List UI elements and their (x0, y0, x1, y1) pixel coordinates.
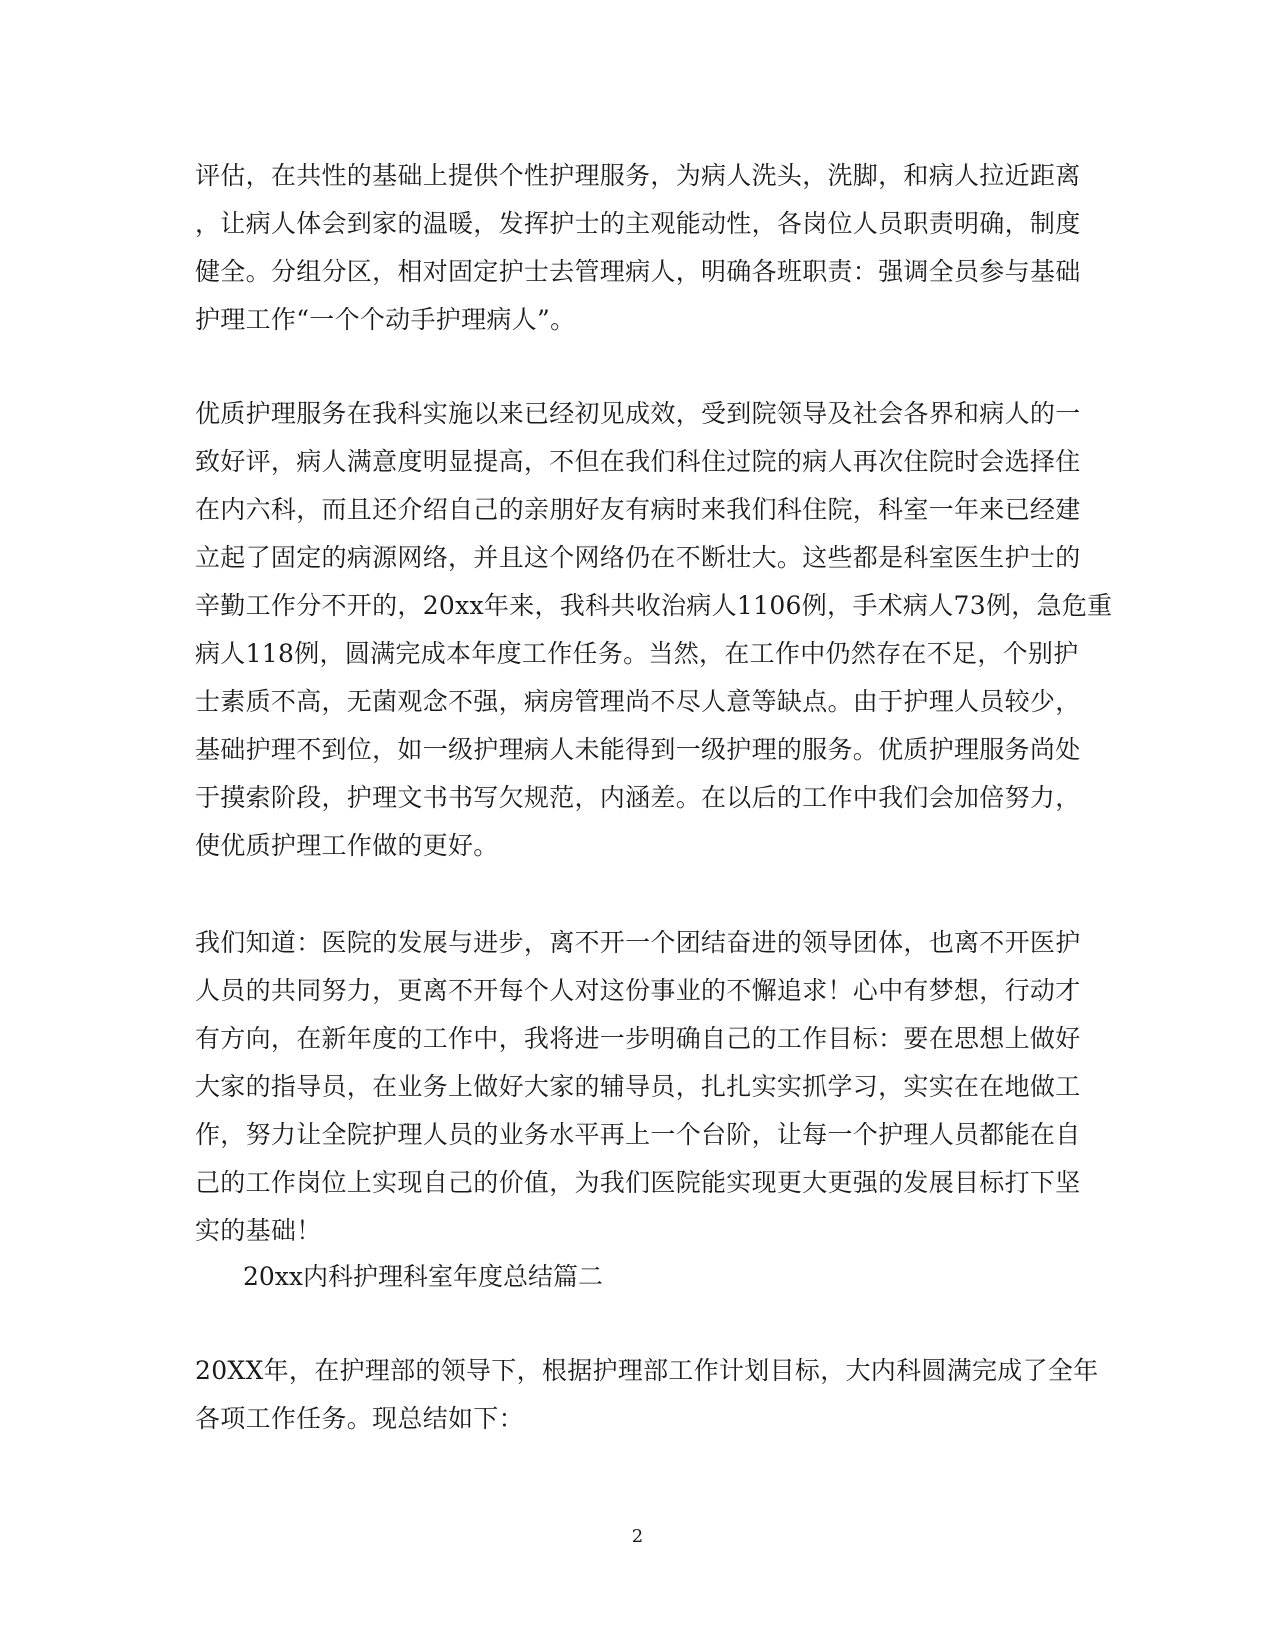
section-heading: 20xx内科护理科室年度总结篇二 (243, 1262, 604, 1291)
paragraph-3-line-5: 作，努力让全院护理人员的业务水平再上一个台阶，让每一个护理人员都能在自 (195, 1120, 1081, 1149)
paragraph-3-line-2: 人员的共同努力，更离不开每个人对这份事业的不懈追求！心中有梦想，行动才 (195, 976, 1081, 1005)
paragraph-1-line-3: 健全。分组分区，相对固定护士去管理病人，明确各班职责：强调全员参与基础 (195, 257, 1081, 286)
paragraph-2-line-1: 优质护理服务在我科实施以来已经初见成效，受到院领导及社会各界和病人的一 (195, 399, 1081, 428)
paragraph-2-line-6: 病人118例，圆满完成本年度工作任务。当然，在工作中仍然存在不足，个别护 (195, 639, 1079, 668)
paragraph-3-line-7: 实的基础！ (195, 1216, 322, 1245)
paragraph-2-line-10: 使优质护理工作做的更好。 (195, 831, 499, 860)
paragraph-1-line-4: 护理工作“一个个动手护理病人”。 (195, 305, 576, 334)
paragraph-2-line-7: 士素质不高，无菌观念不强，病房管理尚不尽人意等缺点。由于护理人员较少， (195, 687, 1081, 716)
paragraph-2-line-3: 在内六科，而且还介绍自己的亲朋好友有病时来我们科住院，科室一年来已经建 (195, 495, 1081, 524)
paragraph-1-line-1: 评估，在共性的基础上提供个性护理服务，为病人洗头，洗脚，和病人拉近距离 (195, 161, 1081, 190)
paragraph-3-line-1: 我们知道：医院的发展与进步，离不开一个团结奋进的领导团体，也离不开医护 (195, 928, 1081, 957)
paragraph-2-line-9: 于摸索阶段，护理文书书写欠规范，内涵差。在以后的工作中我们会加倍努力， (195, 783, 1081, 812)
paragraph-2-line-4: 立起了固定的病源网络，并且这个网络仍在不断壮大。这些都是科室医生护士的 (195, 543, 1081, 572)
paragraph-3-line-3: 有方向，在新年度的工作中，我将进一步明确自己的工作目标：要在思想上做好 (195, 1024, 1081, 1053)
paragraph-2-line-8: 基础护理不到位，如一级护理病人未能得到一级护理的服务。优质护理服务尚处 (195, 735, 1081, 764)
paragraph-3-line-4: 大家的指导员，在业务上做好大家的辅导员，扎扎实实抓学习，实实在在地做工 (195, 1072, 1081, 1101)
paragraph-1-line-2: ，让病人体会到家的温暖，发挥护士的主观能动性，各岗位人员职责明确，制度 (195, 209, 1081, 238)
paragraph-2-line-2: 致好评，病人满意度明显提高，不但在我们科住过院的病人再次住院时会选择住 (195, 447, 1081, 476)
paragraph-2-line-5: 辛勤工作分不开的，20xx年来，我科共收治病人1106例，手术病人73例，急危重 (195, 591, 1113, 620)
paragraph-3-line-6: 己的工作岗位上实现自己的价值，为我们医院能实现更大更强的发展目标打下坚 (195, 1168, 1081, 1197)
paragraph-4-line-1: 20XX年，在护理部的领导下，根据护理部工作计划目标，大内科圆满完成了全年 (195, 1356, 1099, 1385)
paragraph-4-line-2: 各项工作任务。现总结如下： (195, 1404, 524, 1433)
page-number: 2 (631, 1526, 644, 1547)
